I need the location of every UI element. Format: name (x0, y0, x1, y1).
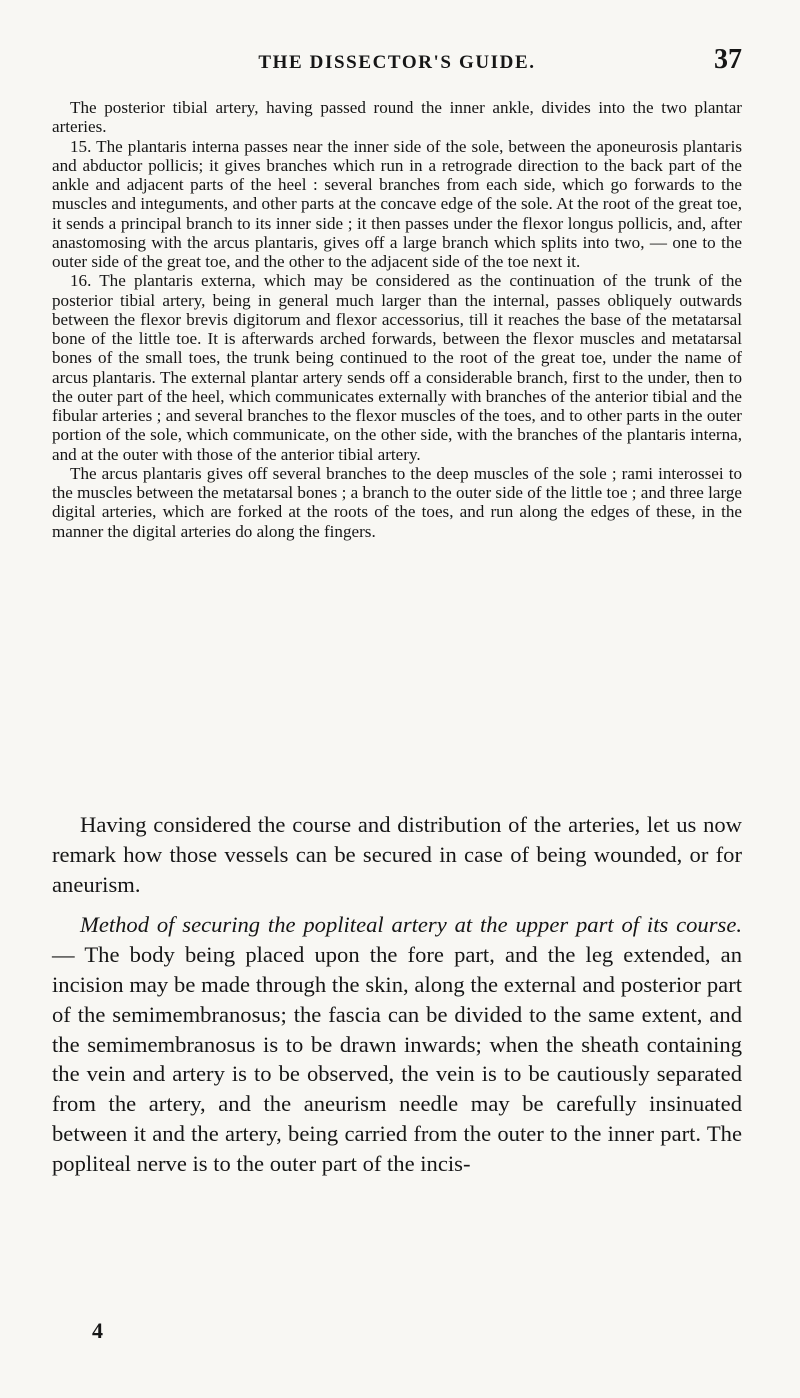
paragraph-intro-text: Having considered the course and distribution of the arteries, let us now remark how those vessels can be secured in case of being wounded, or for aneurism. (52, 812, 742, 897)
running-title: THE DISSECTOR'S GUIDE. (258, 52, 536, 73)
page-number: 37 (714, 44, 742, 75)
paragraph-plantaris-externa: 16. The plantaris externa, which may be considered as the continuation of the trunk of the posterior tibial artery, being in general much larger than the internal, passes obliquely outwards between the flexor brevis digitorum and flexor accessorius, till it reaches the base of the metatarsal bone of the little toe. It is afterwards arched forwards, between the flexor muscles and metatarsal bones of the small toes, the trunk being continued to the root of the great toe, under the name of arcus plantaris. The external plantar artery sends off a considerable branch, first to the under, then to the outer part of the heel, which communicates externally with branches of the anterior tibial and the fibular arteries ; and several branches to the flexor muscles of the toes, and to other parts in the outer portion of the sole, which communicate, on the other side, with the branches of the plantaris interna, and at the outer with those of the anterior tibial artery. (52, 271, 742, 464)
section-heading-popliteal: Method of securing the popliteal artery at the upper part of its course. (80, 912, 742, 938)
paragraph-posterior-tibial: The posterior tibial artery, having passed round the inner ankle, divides into the two plantar arteries. (52, 98, 742, 137)
paragraph-plantaris-interna: 15. The plantaris interna passes near the inner side of the sole, between the aponeurosis plantaris and abductor pollicis; it gives branches which run in a retrograde direction to the back part of the ankle and adjacent parts of the heel : several branches from each side, which go forwards to the muscles and integuments, and other parts at the concave edge of the sole. At the root of the great toe, it sends a principal branch to its inner side ; it then passes under the flexor longus pollicis, and, after anastomosing with the arcus plantaris, gives off a large branch which splits into two, — one to the outer side of the great toe, and the other to the adjacent side of the toe next it. (52, 136, 742, 271)
running-head (52, 44, 742, 78)
paragraph-arcus-plantaris: The arcus plantaris gives off several branches to the deep muscles of the sole ; rami interossei to the muscles between the metatarsal bones ; a branch to the outer side of the little toe ; and three large digital arteries, which are forked at the roots of the toes, and run along the edges of these, in the manner the digital arteries do along the fingers. (52, 463, 742, 541)
signature-mark: 4 (92, 1318, 103, 1343)
small-print-section (52, 98, 742, 541)
paragraph-popliteal-method (52, 910, 742, 1178)
large-print-section (52, 810, 742, 1179)
paragraph-intro-securing (52, 810, 742, 899)
paragraph-popliteal-text: — The body being placed upon the fore part, and the leg extended, an incision may be made through the skin, along the external and posterior part of the semimembranosus; the fascia can be divided to the same extent, and the semimembranosus is to be drawn inwards; when the sheath containing the vein and artery is to be observed, the vein is to be cautiously separated from the artery, and the aneurism needle may be carefully insinuated between it and the artery, being carried from the outer to the inner part. The popliteal nerve is to the outer part of the incis- (52, 942, 742, 1176)
